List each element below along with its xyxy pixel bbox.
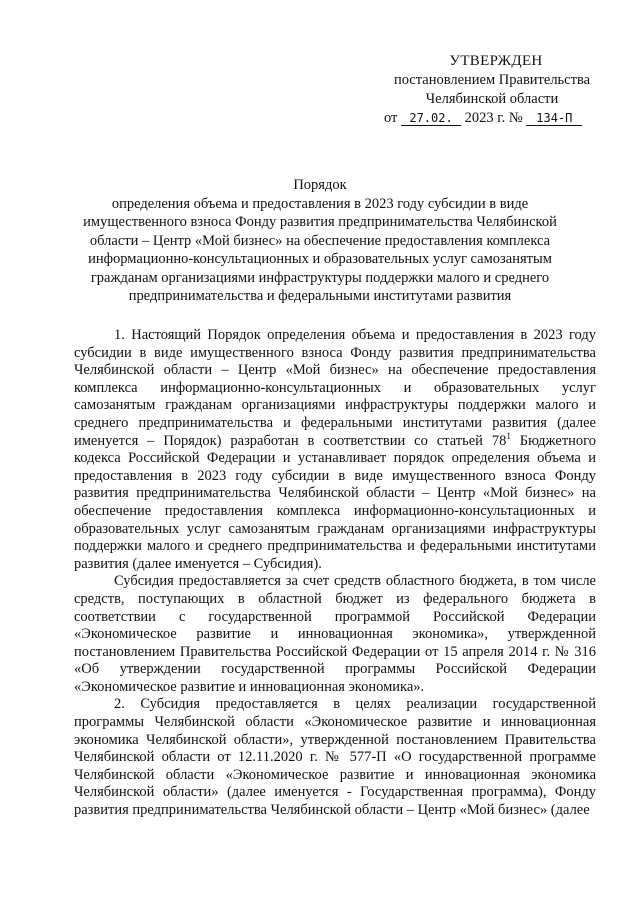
- approval-date-line: [372, 109, 612, 128]
- title-heading: Порядок: [293, 177, 347, 193]
- paragraph-1-text-b: Бюджетного кодекса Российской Федерации и устанавливает порядок определения объема и предоставления в 2023 году субсидии в виде имущественного взноса Фонду развития предпринимательства Челябинской области – Центр «Мой бизнес» на обеспечение предоставления комплекса информационно-консультационных и образовательных услуг самозанятым гражданам организациями инфраструктуры поддержки малого и среднего предпринимательства и федеральными институтами развития (далее именуется – Субсидия).: [74, 432, 597, 572]
- title-text: определения объема и предоставления в 2023 году субсидии в виде имущественного взноса Фонду развития предпринимательства Челябинской области – Центр «Мой бизнес» на обеспечение предоставления комплекса информационно-консультационных и образовательных услуг самозанятым гражданам организациями инфраструктуры поддержки малого и среднего предпринимательства и федеральными институтами развития: [83, 195, 557, 304]
- paragraph-2: Субсидия предоставляется за счет средств областного бюджета, в том числе средств, поступающих в областной бюджет из федерального бюджета в соответствии с государственной программой Российской Федерации «Экономическое развитие и инновационная экономика», утвержденной постановлением Правительства Российской Федерации от 15 апреля 2014 г. № 316 «Об утверждении государственной программы Российской Федерации «Экономическое развитие и инновационная экономика».: [74, 573, 596, 695]
- date-prefix: от: [384, 110, 398, 126]
- paragraph-1-text-a: 1. Настоящий Порядок определения объема и предоставления в 2023 году субсидии в виде имущественного взноса Фонду развития предпринимательства Челябинской области – Центр «Мой бизнес» на обеспечение предоставления комплекса информационно-консультационных и образовательных услуг самозанятым гражданам организациями инфраструктуры поддержки малого и среднего предпринимательства и федеральными институтами развития (далее именуется – Порядок) разработан в соответствии со статьей 78: [74, 327, 596, 449]
- approval-stamp: [372, 52, 612, 128]
- approval-line-1: постановлением Правительства: [393, 72, 591, 88]
- date-value: 27.02.: [401, 111, 461, 126]
- footnote-superscript: 1: [506, 430, 511, 441]
- document-body: [74, 327, 596, 820]
- approval-line-2: Челябинской области: [425, 91, 559, 107]
- document-title: [70, 176, 570, 306]
- paragraph-1: [74, 327, 596, 573]
- document-number: 134-П: [526, 111, 582, 126]
- approval-title: УТВЕРЖДЕН: [449, 53, 543, 69]
- year-text: 2023 г. №: [464, 110, 523, 126]
- paragraph-3: 2. Субсидия предоставляется в целях реализации государственной программы Челябинской области «Экономическое развитие и инновационная экономика Челябинской области», утвержденной постановлением Правительства Челябинской области от 12.11.2020 г. № 577-П «О государственной программе Челябинской области «Экономическое развитие и инновационная экономика Челябинской области» (далее именуется - Государственная программа), Фонду развития предпринимательства Челябинской области – Центр «Мой бизнес» (далее: [74, 696, 596, 819]
